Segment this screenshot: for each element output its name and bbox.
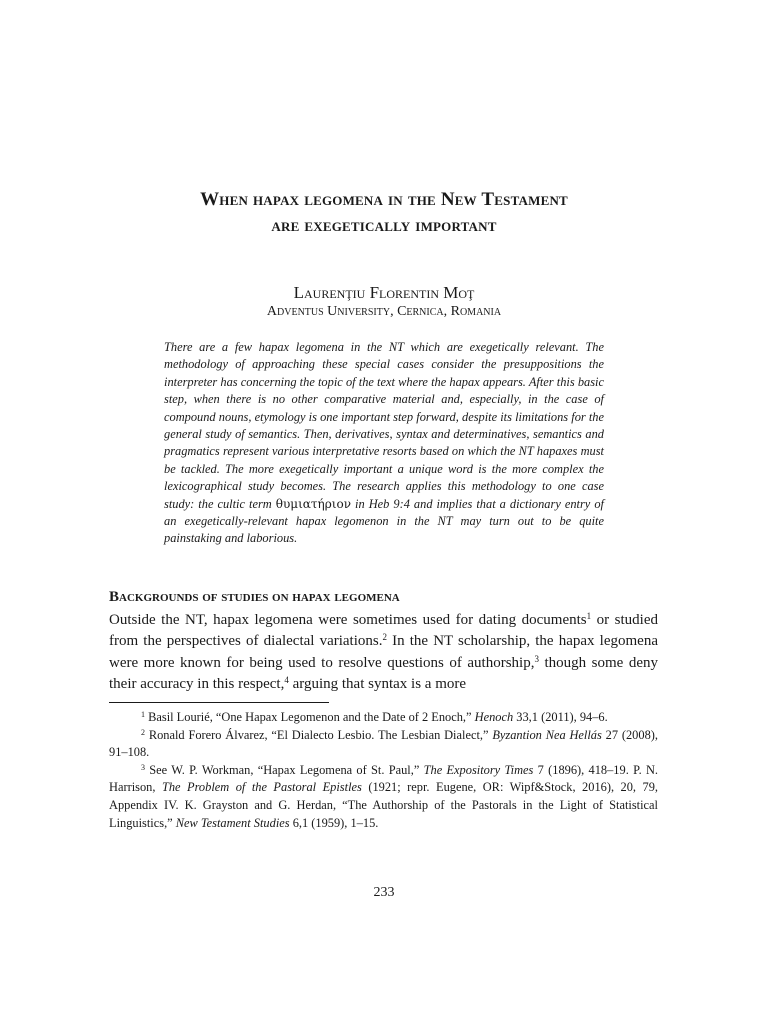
body-segment-3: In the NT scholarship, the hapax legomena were more known for being used to resolve questions of authorship, xyxy=(109,633,658,671)
footnote-journal: The Expository Times xyxy=(423,762,534,777)
body-paragraph xyxy=(109,610,658,696)
footnote-ref-4[interactable]: 4 xyxy=(284,675,289,686)
article-title xyxy=(80,187,688,239)
footnote-number: 1 xyxy=(141,710,145,719)
body-segment-2: or studied from the perspectives of dialectal variations. xyxy=(109,612,659,650)
footnote-2 xyxy=(109,727,658,762)
footnote-1 xyxy=(109,709,658,727)
footnote-text: (1921; repr. Eugene, OR: Wipf&Stock, 2016), 20, 79, Appendix IV. K. Grayston and G. Herdan, “The Authorship of the Pastorals in the Light of Statistical Linguistics,” xyxy=(109,780,658,830)
footnote-journal: New Testament Studies xyxy=(175,815,290,830)
footnote-number: 3 xyxy=(141,762,145,772)
footnote-text: 33,1 (2011), 94–6. xyxy=(513,710,608,724)
footnote-text: 7 (1896), 418–19. P. N. Harrison, xyxy=(109,762,659,795)
abstract-text-part-2: in Heb 9:4 and implies that a dictionary entry of an exegetically-relevant hapax legomenon in the NT may turn out to be quite painstaking and laborious. xyxy=(164,496,604,546)
footnote-journal: Henoch xyxy=(474,710,514,724)
body-segment-4: though some deny their accuracy in this respect, xyxy=(109,654,658,693)
footnote-journal: Byzantion Nea Hellás xyxy=(492,727,602,742)
body-segment-5: arguing that syntax is a more xyxy=(288,676,467,693)
footnote-text: 6,1 (1959), 1–15. xyxy=(289,815,379,830)
footnote-ref-2[interactable]: 2 xyxy=(382,632,387,643)
footnote-divider xyxy=(109,702,329,703)
footnote-number: 2 xyxy=(141,727,145,737)
footnote-text: 27 (2008), 91–108. xyxy=(109,727,658,760)
page-number: 233 xyxy=(373,885,395,900)
abstract-greek-term: θυμιατήριον xyxy=(275,496,352,511)
body-segment-1: Outside the NT, hapax legomena were sometimes used for dating documents xyxy=(109,612,587,628)
author-name: Laurenţiu Florentin Moţ xyxy=(293,283,475,302)
footnote-text: Basil Lourié, “One Hapax Legomenon and the Date of 2 Enoch,” xyxy=(148,710,475,724)
footnote-3 xyxy=(109,762,658,832)
footnote-text: Ronald Forero Álvarez, “El Dialecto Lesbio. The Lesbian Dialect,” xyxy=(148,727,493,742)
footnote-ref-3[interactable]: 3 xyxy=(534,653,539,664)
title-line-2: are exegetically important xyxy=(271,215,497,236)
footnotes xyxy=(109,709,658,832)
footnote-book-title: The Problem of the Pastoral Epistles xyxy=(161,780,362,795)
abstract-text-part-1: There are a few hapax legomena in the NT which are exegetically relevant. The methodology of approaching these special cases consider the presuppositions the interpreter has concerning the topic of the text where the hapax appears. After this basic step, when there is no other comparative material and, especially, in the case of compound nouns, etymology is one important step forward, despite its limitations for the general study of semantics. Then, derivatives, syntax and determinatives, semantics and pragmatics represent various interpretative resorts based on which the NT hapaxes must be tackled. The more exegetically important a unique word is the more complex the lexicographical study becomes. The research applies this methodology to one case study: the cultic term xyxy=(164,340,604,511)
title-line-1: When hapax legomena in the New Testament xyxy=(200,189,568,210)
footnote-text: See W. P. Workman, “Hapax Legomena of St. Paul,” xyxy=(149,762,424,777)
section-heading: Backgrounds of studies on hapax legomena xyxy=(109,589,400,605)
author-affiliation: Adventus University, Cernica, Romania xyxy=(266,304,502,319)
abstract xyxy=(164,339,604,548)
footnote-ref-1[interactable]: 1 xyxy=(586,611,592,621)
